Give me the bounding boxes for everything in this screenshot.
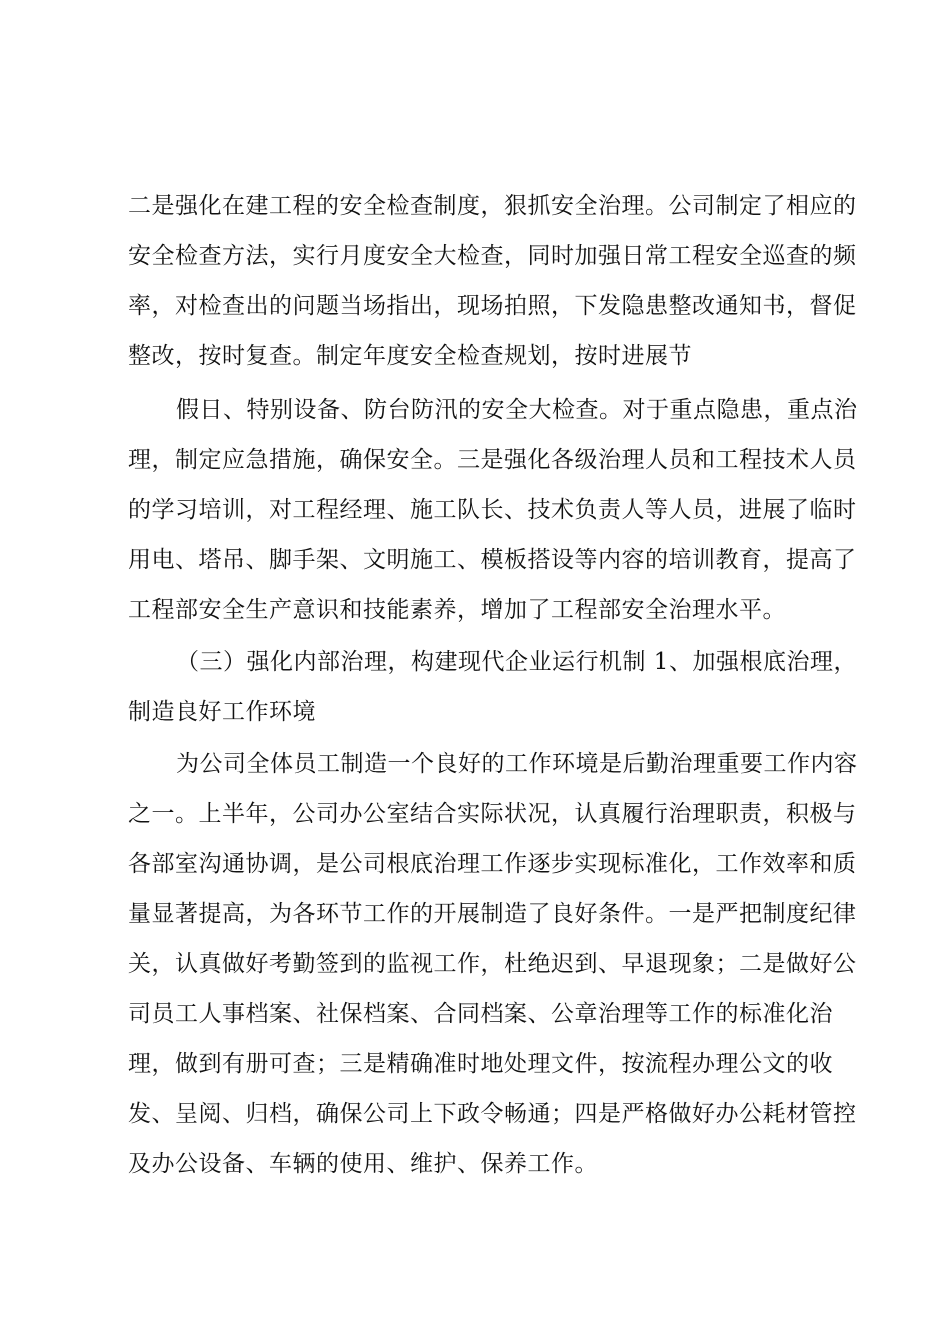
text-line: 为公司全体员工制造一个良好的工作环境是后勤治理重要工作内容: [176, 751, 858, 777]
text-line: 二是强化在建工程的安全检查制度，狠抓安全治理。公司制定了相应的: [128, 193, 857, 219]
section-heading-line: （三）强化内部治理，构建现代企业运行机制 1、加强根底治理，: [176, 649, 857, 675]
text-line: 之一。上半年，公司办公室结合实际状况，认真履行治理职责，积极与: [128, 801, 857, 827]
text-line: 安全检查方法，实行月度安全大检查，同时加强日常工程安全巡查的频: [128, 243, 857, 269]
text-line: 整改，按时复查。制定年度安全检查规划，按时进展节: [128, 343, 692, 369]
text-line: 发、呈阅、归档，确保公司上下政令畅通；四是严格做好办公耗材管控: [128, 1101, 857, 1127]
text-line: 理，制定应急措施，确保安全。三是强化各级治理人员和工程技术人员: [128, 447, 857, 473]
text-line: 及办公设备、车辆的使用、维护、保养工作。: [128, 1151, 598, 1177]
text-line: 假日、特别设备、防台防汛的安全大检查。对于重点隐患，重点治: [176, 397, 858, 423]
text-line: 的学习培训，对工程经理、施工队长、技术负责人等人员，进展了临时: [128, 497, 857, 523]
text-line: 理，做到有册可查；三是精确准时地处理文件，按流程办理公文的收: [128, 1051, 833, 1077]
text-line: 司员工人事档案、社保档案、合同档案、公章治理等工作的标准化治: [128, 1001, 833, 1027]
text-line: 工程部安全生产意识和技能素养，增加了工程部安全治理水平。: [128, 597, 786, 623]
text-line: 各部室沟通协调，是公司根底治理工作逐步实现标准化，工作效率和质: [128, 851, 857, 877]
text-line: 量显著提高，为各环节工作的开展制造了良好条件。一是严把制度纪律: [128, 901, 857, 927]
text-line: 关，认真做好考勤签到的监视工作，杜绝迟到、早退现象；二是做好公: [128, 951, 857, 977]
text-line: 用电、塔吊、脚手架、文明施工、模板搭设等内容的培训教育，提高了: [128, 547, 857, 573]
section-heading-line: 制造良好工作环境: [128, 699, 316, 725]
text-line: 率，对检查出的问题当场指出，现场拍照，下发隐患整改通知书，督促: [128, 293, 857, 319]
